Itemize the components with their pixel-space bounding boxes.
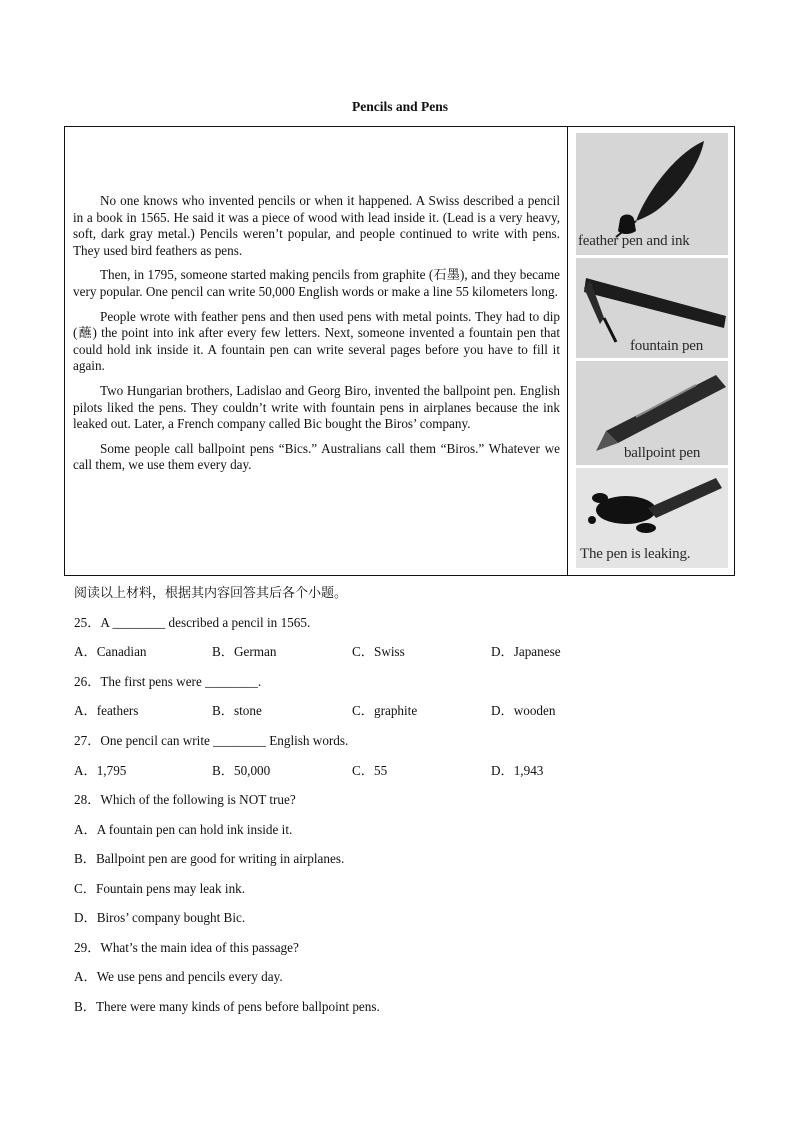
caption-leaking: The pen is leaking. <box>580 546 691 562</box>
q25-option-c[interactable]: C．Swiss <box>352 644 405 659</box>
q26-option-b[interactable]: B．stone <box>212 703 262 718</box>
question-25: 25．A ________ described a pencil in 1565. <box>74 615 311 630</box>
question-29: 29．What’s the main idea of this passage? <box>74 940 299 955</box>
q26-option-c[interactable]: C．graphite <box>352 703 418 718</box>
illustration-column <box>568 127 734 575</box>
q28-option-b[interactable]: B．Ballpoint pen are good for writing in airplanes. <box>74 851 345 866</box>
passage-title: Pencils and Pens <box>351 99 448 114</box>
q29-option-a[interactable]: A．We use pens and pencils every day. <box>74 969 283 984</box>
q27-option-b[interactable]: B．50,000 <box>212 763 271 778</box>
caption-feather: feather pen and ink <box>578 233 690 249</box>
instruction-text: 阅读以上材料，根据其内容回答其后各个小题。 <box>74 586 348 601</box>
feather-pen-image <box>576 133 728 255</box>
q27-option-c[interactable]: C．55 <box>352 763 388 778</box>
q28-option-a[interactable]: A．A fountain pen can hold ink inside it. <box>74 822 293 837</box>
q28-option-d[interactable]: D．Biros’ company bought Bic. <box>74 910 246 925</box>
question-26: 26．The first pens were ________. <box>74 674 262 689</box>
q26-option-a[interactable]: A．feathers <box>74 703 139 718</box>
question-28: 28．Which of the following is NOT true? <box>74 792 296 807</box>
q25-option-d[interactable]: D．Japanese <box>491 644 561 659</box>
paragraph-1: No one knows who invented pencils or when it happened. A Swiss described a pencil in a book in 1565. He said it was a piece of wood with lead inside it. (Lead is a very heavy, soft, dark gray metal.) Pencils weren’t popular, and people continued to write with pens. They used bird feathers as pens. <box>73 193 560 258</box>
q27-option-a[interactable]: A．1,795 <box>74 763 127 778</box>
question-27: 27．One pencil can write ________ English words. <box>74 733 349 748</box>
q28-option-c[interactable]: C．Fountain pens may leak ink. <box>74 881 246 896</box>
paragraph-5: Some people call ballpoint pens “Bics.” Australians call them “Biros.” Whatever we call them, we use them every day. <box>73 440 560 473</box>
q26-option-d[interactable]: D．wooden <box>491 703 556 718</box>
leaking-pen-image <box>576 468 728 568</box>
caption-ballpoint: ballpoint pen <box>624 445 701 461</box>
ballpoint-pen-image <box>576 361 728 465</box>
paragraph-3: People wrote with feather pens and then used pens with metal points. They had to dip (蘸) the point into ink after every few letters. Next, someone invented a fountain pen that could hold ink inside it. A fountain pen can write several pages before you have to fill it again. <box>73 308 560 374</box>
q27-option-d[interactable]: D．1,943 <box>491 763 544 778</box>
caption-fountain: fountain pen <box>630 338 703 354</box>
passage-text <box>65 127 568 575</box>
paragraph-2: Then, in 1795, someone started making pencils from graphite (石墨), and they became very popular. One pencil can write 50,000 English words or make a line 55 kilometers long. <box>73 267 560 299</box>
fountain-pen-image <box>576 258 728 358</box>
q25-option-a[interactable]: A．Canadian <box>74 644 147 659</box>
q25-option-b[interactable]: B．German <box>212 644 277 659</box>
passage-box <box>64 126 735 576</box>
paragraph-4: Two Hungarian brothers, Ladislao and Georg Biro, invented the ballpoint pen. English pilots liked the pens. They couldn’t write with fountain pens in airplanes because the ink leaked out. Later, a French company called Bic bought the Biros’ company. <box>73 382 560 432</box>
q29-option-b[interactable]: B．There were many kinds of pens before ballpoint pens. <box>74 999 380 1014</box>
